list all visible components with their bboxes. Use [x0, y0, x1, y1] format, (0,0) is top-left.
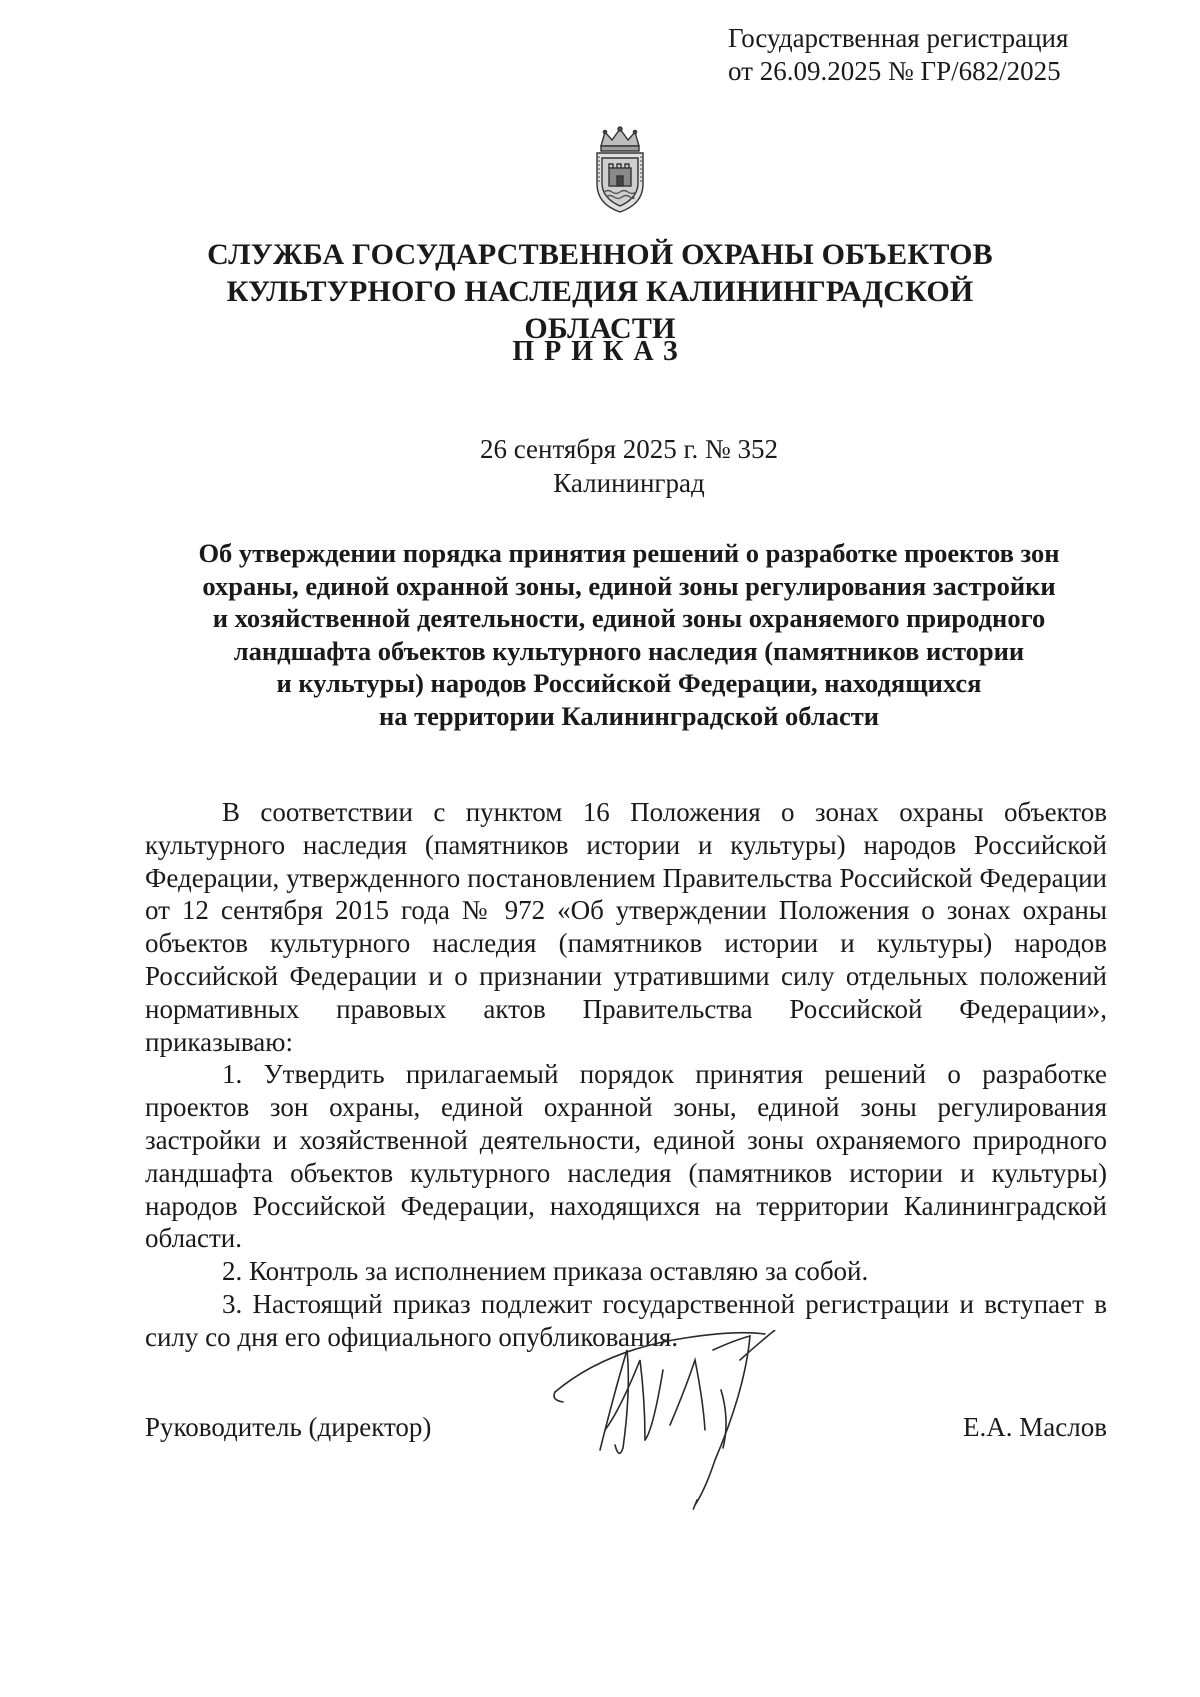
agency-line-2: КУЛЬТУРНОГО НАСЛЕДИЯ КАЛИНИНГРАДСКОЙ ОБЛАСТИ — [226, 275, 974, 345]
signature-block — [145, 1412, 1107, 1452]
document-type: ПРИКАЗ — [512, 336, 688, 367]
title-line: Об утверждении порядка принятия решений о разработке проектов зон — [198, 538, 1060, 568]
agency-line-1: СЛУЖБА ГОСУДАРСТВЕННОЙ ОХРАНЫ ОБЪЕКТОВ — [207, 238, 993, 271]
registration-line-1: Государственная регистрация — [728, 23, 1069, 53]
document-title — [150, 537, 1108, 733]
registration-line-2: от 26.09.2025 № ГР/682/2025 — [728, 56, 1061, 86]
coat-of-arms-icon — [587, 126, 653, 214]
title-line: и хозяйственной деятельности, единой зоны охраняемого природного — [212, 603, 1046, 634]
signatory-name: Е.А. Маслов — [963, 1412, 1107, 1442]
date-and-place — [150, 432, 1108, 500]
agency-name — [150, 236, 1050, 347]
title-line: ландшафта объектов культурного наследия (памятников истории — [233, 635, 1025, 666]
title-line: и культуры) народов Российской Федерации, находящихся — [276, 668, 982, 699]
document-body — [145, 796, 1107, 1354]
title-line: охраны, единой охранной зоны, единой зоны регулирования застройки — [202, 570, 1056, 601]
order-item-1: 1. Утвердить прилагаемый порядок принятия решений о разработке проектов зон охраны, единой охранной зоны, единой зоны регулирования застройки и хозяйственной деятельности, единой зоны охраняемого природного ландшафта объектов культурного наследия (памятников истории и культуры) народов Российской Федерации, находящихся на территории Калининградской области. — [145, 1059, 1107, 1254]
title-line: на территории Калининградской области — [378, 700, 880, 731]
city: Калининград — [553, 468, 705, 498]
order-item-3: 3. Настоящий приказ подлежит государственной регистрации и вступает в силу со дня его официального опубликования. — [145, 1288, 1107, 1352]
registration-stamp — [728, 22, 1148, 88]
signatory-role: Руководитель (директор) — [145, 1412, 432, 1442]
order-item-2: 2. Контроль за исполнением приказа оставляю за собой. — [222, 1256, 869, 1287]
date-number: 26 сентября 2025 г. № 352 — [479, 434, 779, 464]
preamble-paragraph: В соответствии с пунктом 16 Положения о зонах охраны объектов культурного наследия (памятников истории и культуры) народов Российской Федерации, утвержденного постановлением Правительства Российской Федерации от 12 сентября 2015 года № 972 «Об утверждении Положения о зонах охраны объектов культурного наследия (памятников истории и культуры) народов Российской Федерации и о признании утратившими силу отдельных положений нормативных правовых актов Правительства Российской Федерации», приказываю: — [145, 797, 1107, 1057]
